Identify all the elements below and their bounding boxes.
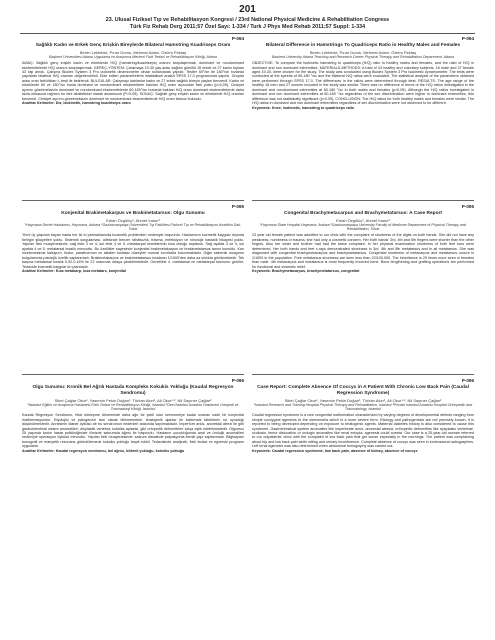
abstract-authors: Erkan Özgülüç¹, Ahmet İnanır² [336,217,390,223]
abstract-authors: Sibel Çağlar Okur¹, Yasemin Pekin Doğan¹, Türkan Akın², Ali Okur¹·², Nil Sayıner Çağlar² [284,397,442,403]
abstract-p096-en [252,378,474,453]
abstract-keywords: Keywords: Knee, isokinetic, hamstring to quadriceps ratio [252,105,355,110]
abstract-affiliation: ¹Haymana State Hospital Haymana, Ankara ²Gaziosmanpaşa University Faculty of Medicine Department of Physical Therapy and Rehabilitation, Tokat [260,222,466,232]
abstract-p094-tr [22,36,244,106]
header-congress-line: 23. Ulusal Fiziksel Tıp ve Rehabilitasyon Kongresi / 23rd National Physical Medicine & Rehabilitation Congress [105,17,390,23]
abstract-body: Kaudal Regresyon Sendromu, fetal kökleşme döneminde daha ağır bir şekil olan sirenomelye kadar uzanan nadir bir konjenital malformasyondur. Etyolojisi ve patogenezi tam olarak bilinmemekle, teratojenik ajanlar ile kalıtımsal faktörlerin rol oynadığı düşünülmektedir. Annesinin diabet öyküsü de bu sendromun nedenleri arasında sayılmaktadır. İmperfore anüs, anorektal atrezi ile gibi gastrointestinal sistem anomalileri, displastik vertebra, kokkiks aplazisi, gibi ortopedik deformiteler sıkça eşlik edebilmektedir. Olgumuz 25 yaşında kadın hasta polikliniğimize ilimizde sakrumda ağrısı ile başvurdu. Hastanın çocukluğunda anal ve ürolojik anomalileri nedeniyle operasyon öyküsü mevcuttu. Yapılan fizik muayenesinde; sakrum distalinde palpasyonla kemik yapı saptanmadı. Bilgisayarlı tomografi ve manyetik rezonans görüntülemede koksiks yokluğu tespit edildi. Tedavisinde analjezik, fizik tedavi ve egzersiz programı uygulandı. [22,413,244,449]
abstract-keywords: Anahtar Kelimeler: Kısa metakarp, kısa metatars, konjenital [22,269,126,274]
abstract-code: P-094 [231,36,244,41]
abstract-p094-en [252,36,474,110]
abstract-p096-tr [22,378,244,453]
abstract-authors: Erkan Özgülüç¹, Ahmet İnanır² [106,217,160,223]
abstract-keywords: Anahtar Kelimeler: Kaudal regresyon sendromu, bel ağrısı, böbrek yokluğu, koksiks yokluğu [22,448,185,453]
abstract-code: P-094 [461,36,474,41]
abstract-p095-tr [22,204,244,273]
abstract-body: AMAÇ: Sağlıklı genç erişkin kadın ve erkeklerde H/Q (hamstring/kuadriseps) oranını karşılaştırmak, dominant ve nondominant ekstremitelerde H/Q oranını karşılaştırmak. GEREÇ-YÖNTEM: Çalışmaya 19-30 yaş arası sağlıklı gönüllü 16 erkek ve 27 kadın toplam 43 kişi alındı. Çalışma Biodex System 3 Pro izokinetik dinamometre cihazı kullanılarak yapıldı. Testler 60°/sn ile 180°/sn hızlarda yapılarak bilateral H/Q oranları değerlendirildi. Elde edilen parametrelerin istatistiksel analizi SPSS 17.0 programında yapıldı. Gruplar arası oran farklılıkları t- testi ile belirlendi. BULGULAR: Çalışmayı katılanlar kadın ve 27 erkek sağlıklı bireyin yaşları benzerdi. Kadın ve erkeklerde 60 ve 180°/sn hızda dominant ve nondominant ekstremiteler bakılan H/Q oranı açısından fark yoktu (p>0,05). Cinsiyet ayırımı gözetmeksizin dominant ve nondominant ekstremitelerde 60-180°/sn hızlarda bakılan H/Q oranı dominant ekstremitelerde daha fazla olmasına rağmen bu fark istatistiksel olarak anlamsızdı (P>0,05). SONUÇ: Sağlıklı genç erişkin kadın ve erkeklerde H/Q oranları benzerdi. Cinsiyet ayırımı gözetmeksizin dominant ve nondominant ekstremitelerde H/Q oranı farksız bulundu. [22,61,244,101]
abstract-authors: Berrin Leblebici, Pınar Doruk, Mehmet Adam, Özlem Pektaş [309,49,417,55]
abstract-code: P-095 [231,204,244,209]
divider-left-1 [22,200,244,201]
divider-right-1 [252,200,474,201]
page-header [0,17,495,31]
abstract-affiliation: ¹Istanbul Research and Training Hospital Physical Therapy and Rehabilitation, Istanbul ²Private Istanbul Anadolu Hospital Orthopedic and Traumatology, Istanbul [253,402,473,411]
divider-left-2 [22,374,244,375]
abstract-code: P-096 [231,378,244,383]
header-journal-line: Türk Fiz Rehab Derg 2011;57 Özel Sayı: 1-334 / Turk J Phys Med Rehab 2011;57 Suppl: 1-334 [129,24,366,30]
abstract-affiliation: Baskent University Adana Teaching and Research Center Physical Therapy and Rehabilitation Department, Adana [272,54,454,59]
abstract-p095-en [252,204,474,273]
abstract-title: Bilateral Difference in Hamstrings To Quadriceps Ratio in Healthy Males and Females [265,43,461,48]
abstract-title: Konjenital Brakimetakarpus ve Brakimetatarsus: Olgu Sunumu [61,211,205,216]
abstract-affiliation: Başkent Üniversitesi Adana Uygulama ve Araştırma Merkezi Fizik Tedavi ve Rehabilitasyon Kliniği, Adana [49,54,217,59]
abstract-affiliation: ¹İstanbul Eğitim ve Araştırma Hastanesi Fizik Tedavi ve Rehabilitasyon Kliniği, İstanbul ²Özel İstanbul Anadolu Hastanesi Ortopedi ve Travmatoloji Kliniği, İstanbul [27,402,239,411]
abstract-title: Case Report: Complete Absence Of Coccyx in A Patient With Chronic Low Back Pain (Caudal Regression Syndrome) [257,385,469,396]
abstract-authors: Berrin Leblebici, Pınar Doruk, Mehmet Adam, Özlem Pektaş [79,49,187,55]
abstract-keywords: Keywords: Caudal regression syndrome, low back pain, absence of kidney, absence of coccyx [252,448,418,453]
abstract-code: P-095 [461,204,474,209]
abstract-affiliation: ¹Haymana Devlet Hastanesi, Haymana, Ankara ²Gaziosmanpaşa Üniversitesi Tıp Fakültesi Fiziksel Tıp ve Rehabilitasyon Anabilim Dalı, Tokat [24,222,242,232]
abstract-keywords: Anahtar Kelimeler: Diz, izokinetik, hamstring kuadriseps oranı [22,101,131,106]
abstract-title: Olgu Sunumu: Kronik Bel Ağrılı Hastada Kompleks Kokukis Yokluğu (Kaudal Regresyon Sendromu) [32,385,234,396]
abstract-authors: Sibel Çağlar Okur¹, Yasemin Pekin Doğan¹, Türkan Akın², Ali Okur¹·², Nil Sayıner Çağlar² [54,397,212,403]
header-divider [20,33,475,34]
abstract-body: Yirmi üç yaşında bayan hasta her iki el parmaklarında kozmetik problemleri nedeniyle başvurdu. Hastamızın kozmetik kaygılar dışında belirgin şikayetleri yoktu. Sistemik sorgulaması, ailesinde benzer rahatsızlık, travma, enfeksiyon ve nörolojik hastalık hikayesi yoktu. Yapılan fizik muayenesinde; sağ elde 3 ve 4, sol elde 4 ve 5. metakarpal kemiklerinin kısa olduğu saptandı. Sağ ayakta 3 ve 4, sol ayakta 4 ve 5. metatarsal kısalık mevcuttu. Bu özellikler sayesinde konjenital brakimetakarpus ve brakimetatarsus tanısı konuldu. Kan incelemesinde kalsiyum, fosfor, parathormon ve alkalen fosfataz düzeyleri normal sınırlarda bulunmaktadır. Diğer sistemik muayene bulgularında patolojik özellik saptanmadı. Brakimetakarpus ve brakimetatarsus insidansı 1/1000'den daha az sıklıkta görülmektedir. Tek başına metatarsal kısalık 0.02-0.16% ile 22 oranında ortaya çıkabilmektedir. Genellikle 4. metatarsal ve metakarpal tutulumu görülür. Tedavide kozmetik kaygılar ön plandadır. [22,233,244,269]
abstract-body: OBJECTIVE: To compare the isokinetic hamstring to quadriceps (H/Q) ratio in healthy males and females, and the ratio of H/Q in dominant and non dominant extremities. MATERIALS-METHODS: A total of 43 healthy and voluntary subjects, 16 male and 27 female aged 19-30, were chosen for the study. The study was conducted using Biodex System 3 Pro isokinetic dynamometer. The tests were conducted at the speeds of 60-180 °/sc and the bilateral H/Q ratios were evaluated. The statistical analysis of the parameters obtained were performed through SPSS 17.0. The differences in the ratios were determined through ttest. RESULTS: The age range of the healthy 16 men and 27 women included in the study was similar. There was no difference in terms of the H/Q ratios investigated in the dominant and nondominant extremities at 60-180 °/sc in both males and females (p>0.05). Although the H/Q ratios investigated in dominant and non dominant extremities at 60-180 °/sc regardless of the sex discrimination were higher in dominant extremities, this difference was not statistically significant (p>0.05). CONCLUSION: The H/Q ratios for both healthy males and females were similar. The H/Q ratios in dominant and non dominant extremities regardless of sex discrimination were not observed to be different. [252,61,474,106]
divider-right-2 [252,374,474,375]
abstract-body: 23 year old female patient was admitted to our clinic with the complaint of shortness of the digits on both hands. She did not have any weakness, numbness or trauma, she had only a cosmetic concern. Her both hands' 3rd, 4th and 5th fingers were shorter than the other fingers. Also her sister and brother had had the same complaint. In her physical examination shortness of both feet toes were determined. Her both hands and feet x-rays demonstrated shortness in 3rd, 4th and 5th metatarsus and in all metatarsus. She was diagnosed with congenital brachymetacarpus and brachymetatarsus. Congenital shortness of metacarpus and metatarsus occurs in 1/1000 in the population. Pure metatarsus shortness are seen less than 22/100,000. The inheritance is 25 times more seen in females than male. 4th metacarpus and metatarsus is most frequently involved bone. Bone lengthening and grafting operations are performed for functional and cosmetic relief. [252,233,474,269]
abstract-code: P-096 [461,378,474,383]
abstract-title: Congenital Brachymetacarpus and Brachymetatarsus: A Case Report [284,211,442,216]
page-number: 201 [239,4,256,15]
abstract-title: Sağlıklı Kadın ve Erkek Genç Erişkin Bireylerde Bilateral Hamstring Kuadriseps Oranı [35,43,231,48]
abstract-body: Caudal regression syndrome is a rare congenital malformation characterized by varying degrees of developmental defects ranging from simple coccygeal agenesis to the sirenomelia which is a more severe form. Etiology and pathogenesis are not precisely known, it is reported to being developed depending on exposure to teratogenic agents. Maternal diabetes history is also considered to cause this syndrome. Gastrointestinal system anomalies like imperforate anus, anorectal atresia, orthopedic deformities like dysplastic vertebrae, scoliosis, femur dislocation or urologic anomalies like renal ectopia, agenesis could coexist. Our case is a 25-year-old woman referred to our outpatients' clinic with the complaint of low back pain that got worse especially in the mornings. The patient was complaining about hip and low back pain while sitting and urinary incontinence. Complete absence of coccyx was seen in lumbosacral radiographies. Left renal agenesis was also determined when abdominal tomography was carried out. [252,413,474,449]
abstract-keywords: Keywords: Brachymetacarpus, brachymetatarsus, congenital [252,269,360,274]
